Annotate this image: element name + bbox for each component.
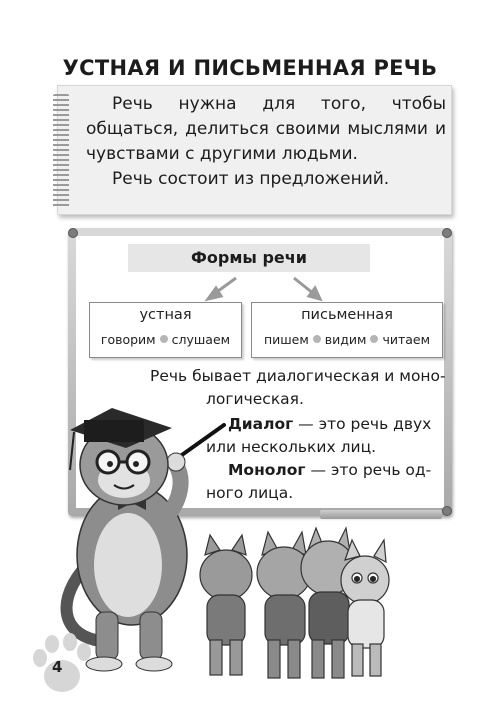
written-action: читаем	[382, 332, 431, 347]
dialog-definition-cont: или нескольких лиц.	[206, 438, 377, 456]
monolog-definition-cont: ного лица.	[206, 484, 294, 502]
oral-action: слушаем	[171, 332, 231, 347]
speech-types-line-1: Речь бывает диалогическая и моно-	[150, 367, 446, 385]
speech-types-line-2: логическая.	[206, 390, 304, 408]
monolog-def-text: — это речь од-	[305, 461, 432, 479]
forms-header: Формы речи	[128, 244, 370, 272]
written-label: письменная	[301, 307, 393, 323]
notebook-paragraph-1: Речь нужна для того, чтобы общаться, делиться своими мыслями и чувствами с другими людьми.	[86, 94, 446, 164]
written-action: пишем	[263, 332, 309, 347]
dialog-term: Диалог	[228, 415, 294, 433]
monolog-term: Монолог	[228, 461, 306, 479]
oral-label: устная	[139, 307, 192, 323]
oral-action: говорим	[100, 332, 156, 347]
page-number: 4	[52, 658, 63, 676]
notebook-paragraph-2: Речь состоит из предложений.	[112, 169, 390, 189]
page-title: УСТНАЯ И ПИСЬМЕННАЯ РЕЧЬ	[62, 56, 438, 80]
dialog-def-text: — это речь двух	[293, 415, 432, 433]
written-action: видим	[324, 332, 367, 347]
